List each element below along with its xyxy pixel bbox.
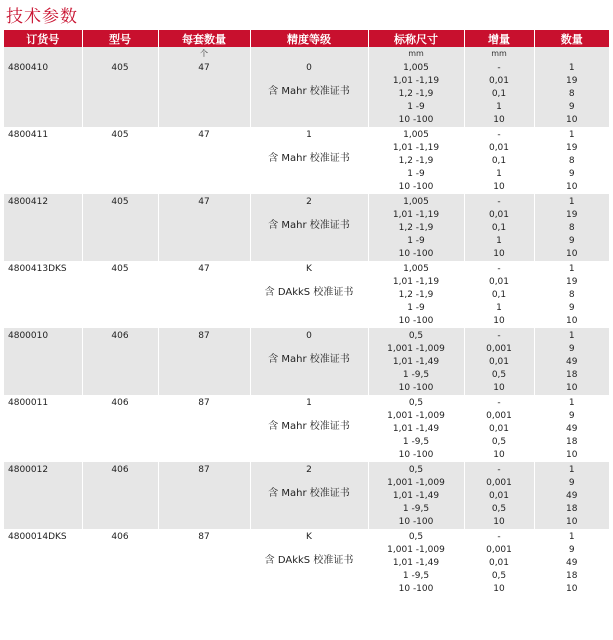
quantity-value: 8 (568, 156, 575, 166)
quantity-value: 19 (566, 76, 578, 86)
quantity-value: 9 (568, 478, 575, 488)
increment-value: - (497, 398, 501, 408)
per-set-count: 47 (158, 261, 250, 328)
increment-value: 1 (496, 236, 502, 246)
order-number: 4800011 (4, 395, 82, 462)
nominal-sizes (368, 261, 464, 328)
quantity-value: 1 (568, 63, 575, 73)
nominal-sizes (368, 395, 464, 462)
increment-value: 1 (496, 169, 502, 179)
order-number: 4800411 (4, 127, 82, 194)
calibration-certificate: 含 Mahr 校准证书 (268, 488, 350, 499)
increment-value: 0,5 (491, 504, 507, 514)
per-set-count: 47 (158, 127, 250, 194)
size-value: 1,01 -1,19 (392, 277, 440, 287)
size-value: 10 -100 (398, 450, 434, 460)
grade-cell (250, 529, 368, 596)
increment-value: 10 (493, 316, 505, 326)
size-value: 1,2 -1,9 (398, 156, 434, 166)
quantities (534, 194, 609, 261)
size-value: 1 -9 (407, 303, 425, 313)
table-row (4, 395, 609, 462)
size-value: 1 -9,5 (402, 370, 430, 380)
order-number: 4800412 (4, 194, 82, 261)
quantities (534, 60, 609, 127)
grade-cell (250, 328, 368, 395)
model-number: 405 (82, 261, 158, 328)
quantity-value: 49 (566, 424, 578, 434)
size-value: 1,001 -1,009 (387, 411, 445, 421)
table-row (4, 529, 609, 596)
size-value: 1 -9,5 (402, 437, 430, 447)
header-nominal-size: 标称尺寸 (368, 30, 464, 47)
quantity-value: 18 (566, 571, 578, 581)
increments (464, 462, 534, 529)
model-number: 405 (82, 60, 158, 127)
nominal-sizes (368, 529, 464, 596)
quantity-value: 9 (568, 411, 575, 421)
header-grade: 精度等级 (250, 30, 368, 47)
quantity-value: 19 (566, 210, 578, 220)
accuracy-grade: 0 (306, 331, 312, 341)
size-value: 0,5 (408, 398, 424, 408)
quantity-value: 1 (568, 197, 575, 207)
quantity-value: 8 (568, 290, 575, 300)
unit-cell (4, 47, 82, 60)
increment-value: 0,01 (488, 491, 510, 501)
increments (464, 261, 534, 328)
header-row (4, 30, 609, 47)
size-value: 1,2 -1,9 (398, 290, 434, 300)
size-value: 1 -9,5 (402, 504, 430, 514)
quantity-value: 10 (566, 517, 578, 527)
size-value: 1,01 -1,49 (392, 491, 440, 501)
increment-value: 0,01 (488, 357, 510, 367)
increment-value: 0,001 (486, 545, 512, 555)
increment-value: 0,01 (488, 76, 510, 86)
increment-value: - (497, 264, 501, 274)
quantity-value: 9 (568, 169, 575, 179)
increment-value: - (497, 63, 501, 73)
model-number: 406 (82, 462, 158, 529)
nominal-sizes (368, 328, 464, 395)
nominal-sizes (368, 462, 464, 529)
calibration-certificate: 含 Mahr 校准证书 (268, 220, 350, 231)
per-set-count: 87 (158, 529, 250, 596)
increments (464, 194, 534, 261)
quantity-value: 8 (568, 223, 575, 233)
order-number: 4800014DKS (4, 529, 82, 596)
increment-value: 0,5 (491, 571, 507, 581)
size-value: 0,5 (408, 465, 424, 475)
model-number: 406 (82, 328, 158, 395)
quantity-value: 10 (566, 450, 578, 460)
increment-value: 0,001 (486, 478, 512, 488)
quantity-value: 1 (568, 532, 575, 542)
increment-value: 0,001 (486, 344, 512, 354)
increment-value: 0,01 (488, 277, 510, 287)
calibration-certificate: 含 Mahr 校准证书 (268, 86, 350, 97)
increment-value: 10 (493, 383, 505, 393)
size-value: 1,005 (403, 264, 429, 274)
unit-cell: mm (464, 47, 534, 60)
calibration-certificate: 含 Mahr 校准证书 (268, 153, 350, 164)
size-value: 1,2 -1,9 (398, 223, 434, 233)
per-set-count: 47 (158, 60, 250, 127)
quantity-value: 1 (568, 465, 575, 475)
quantity-value: 18 (566, 504, 578, 514)
size-value: 10 -100 (398, 584, 434, 594)
accuracy-grade: 0 (306, 63, 312, 73)
size-value: 1,01 -1,19 (392, 210, 440, 220)
calibration-certificate: 含 Mahr 校准证书 (268, 354, 350, 365)
header-increment: 增量 (464, 30, 534, 47)
increments (464, 395, 534, 462)
order-number: 4800413DKS (4, 261, 82, 328)
per-set-count: 87 (158, 462, 250, 529)
size-value: 10 -100 (398, 383, 434, 393)
table-row (4, 127, 609, 194)
increment-value: 1 (496, 303, 502, 313)
table-row (4, 462, 609, 529)
quantities (534, 395, 609, 462)
increment-value: - (497, 197, 501, 207)
accuracy-grade: K (306, 264, 312, 274)
quantities (534, 462, 609, 529)
unit-cell (534, 47, 609, 60)
order-number: 4800012 (4, 462, 82, 529)
quantities (534, 127, 609, 194)
size-value: 1 -9,5 (402, 571, 430, 581)
grade-cell (250, 194, 368, 261)
unit-cell: 个 (158, 47, 250, 60)
grade-cell (250, 462, 368, 529)
quantity-value: 19 (566, 143, 578, 153)
quantity-value: 49 (566, 558, 578, 568)
accuracy-grade: 2 (306, 197, 312, 207)
grade-cell (250, 60, 368, 127)
increment-value: - (497, 532, 501, 542)
quantity-value: 9 (568, 236, 575, 246)
quantity-value: 8 (568, 89, 575, 99)
quantity-value: 9 (568, 102, 575, 112)
quantities (534, 328, 609, 395)
grade-cell (250, 127, 368, 194)
size-value: 10 -100 (398, 182, 434, 192)
increment-value: 10 (493, 584, 505, 594)
nominal-sizes (368, 194, 464, 261)
increment-value: 10 (493, 517, 505, 527)
increment-value: 1 (496, 102, 502, 112)
grade-cell (250, 395, 368, 462)
accuracy-grade: 1 (306, 130, 312, 140)
order-number: 4800410 (4, 60, 82, 127)
quantities (534, 529, 609, 596)
size-value: 1,01 -1,49 (392, 357, 440, 367)
calibration-certificate: 含 DAkkS 校准证书 (264, 287, 354, 298)
size-value: 1,005 (403, 63, 429, 73)
increment-value: 0,1 (491, 223, 507, 233)
header-order-no: 订货号 (4, 30, 82, 47)
increments (464, 529, 534, 596)
increment-value: - (497, 331, 501, 341)
table-row (4, 328, 609, 395)
order-number: 4800010 (4, 328, 82, 395)
increment-value: 0,01 (488, 424, 510, 434)
quantity-value: 10 (566, 115, 578, 125)
size-value: 1,2 -1,9 (398, 89, 434, 99)
increments (464, 60, 534, 127)
size-value: 1,01 -1,19 (392, 143, 440, 153)
quantity-value: 10 (566, 584, 578, 594)
increment-value: 0,1 (491, 156, 507, 166)
increment-value: 10 (493, 249, 505, 259)
quantity-value: 10 (566, 383, 578, 393)
size-value: 10 -100 (398, 316, 434, 326)
model-number: 406 (82, 529, 158, 596)
table-row (4, 60, 609, 127)
table-row (4, 261, 609, 328)
increment-value: 0,001 (486, 411, 512, 421)
size-value: 1,005 (403, 197, 429, 207)
nominal-sizes (368, 127, 464, 194)
increments (464, 127, 534, 194)
increment-value: 10 (493, 115, 505, 125)
size-value: 10 -100 (398, 517, 434, 527)
calibration-certificate: 含 DAkkS 校准证书 (264, 555, 354, 566)
unit-cell (82, 47, 158, 60)
size-value: 1,01 -1,49 (392, 424, 440, 434)
size-value: 0,5 (408, 331, 424, 341)
increment-value: 0,1 (491, 290, 507, 300)
accuracy-grade: 1 (306, 398, 312, 408)
quantity-value: 49 (566, 357, 578, 367)
accuracy-grade: 2 (306, 465, 312, 475)
per-set-count: 87 (158, 395, 250, 462)
size-value: 10 -100 (398, 249, 434, 259)
table-body (4, 60, 609, 596)
increment-value: 0,01 (488, 558, 510, 568)
per-set-count: 47 (158, 194, 250, 261)
quantity-value: 9 (568, 545, 575, 555)
size-value: 1,01 -1,49 (392, 558, 440, 568)
quantity-value: 19 (566, 277, 578, 287)
quantity-value: 1 (568, 264, 575, 274)
accuracy-grade: K (306, 532, 312, 542)
size-value: 1 -9 (407, 236, 425, 246)
units-row (4, 47, 609, 60)
model-number: 406 (82, 395, 158, 462)
calibration-certificate: 含 Mahr 校准证书 (268, 421, 350, 432)
quantity-value: 18 (566, 370, 578, 380)
increment-value: 0,01 (488, 143, 510, 153)
header-per-set: 每套数量 (158, 30, 250, 47)
size-value: 1,01 -1,19 (392, 76, 440, 86)
increment-value: 0,5 (491, 370, 507, 380)
increment-value: - (497, 465, 501, 475)
quantity-value: 10 (566, 316, 578, 326)
size-value: 1,001 -1,009 (387, 478, 445, 488)
increment-value: 0,5 (491, 437, 507, 447)
increment-value: 10 (493, 450, 505, 460)
increment-value: - (497, 130, 501, 140)
quantity-value: 49 (566, 491, 578, 501)
increment-value: 0,01 (488, 210, 510, 220)
size-value: 1 -9 (407, 169, 425, 179)
specs-table (4, 30, 609, 596)
quantities (534, 261, 609, 328)
unit-cell (250, 47, 368, 60)
quantity-value: 9 (568, 344, 575, 354)
size-value: 1,001 -1,009 (387, 344, 445, 354)
unit-cell: mm (368, 47, 464, 60)
page-title: 技术参数 (6, 7, 78, 27)
header-quantity: 数量 (534, 30, 609, 47)
model-number: 405 (82, 194, 158, 261)
per-set-count: 87 (158, 328, 250, 395)
size-value: 1 -9 (407, 102, 425, 112)
nominal-sizes (368, 60, 464, 127)
increment-value: 0,1 (491, 89, 507, 99)
increments (464, 328, 534, 395)
increment-value: 10 (493, 182, 505, 192)
size-value: 0,5 (408, 532, 424, 542)
size-value: 10 -100 (398, 115, 434, 125)
grade-cell (250, 261, 368, 328)
table-row (4, 194, 609, 261)
header-model: 型号 (82, 30, 158, 47)
quantity-value: 10 (566, 182, 578, 192)
quantity-value: 1 (568, 331, 575, 341)
quantity-value: 1 (568, 130, 575, 140)
quantity-value: 10 (566, 249, 578, 259)
quantity-value: 1 (568, 398, 575, 408)
size-value: 1,001 -1,009 (387, 545, 445, 555)
quantity-value: 18 (566, 437, 578, 447)
quantity-value: 9 (568, 303, 575, 313)
size-value: 1,005 (403, 130, 429, 140)
model-number: 405 (82, 127, 158, 194)
